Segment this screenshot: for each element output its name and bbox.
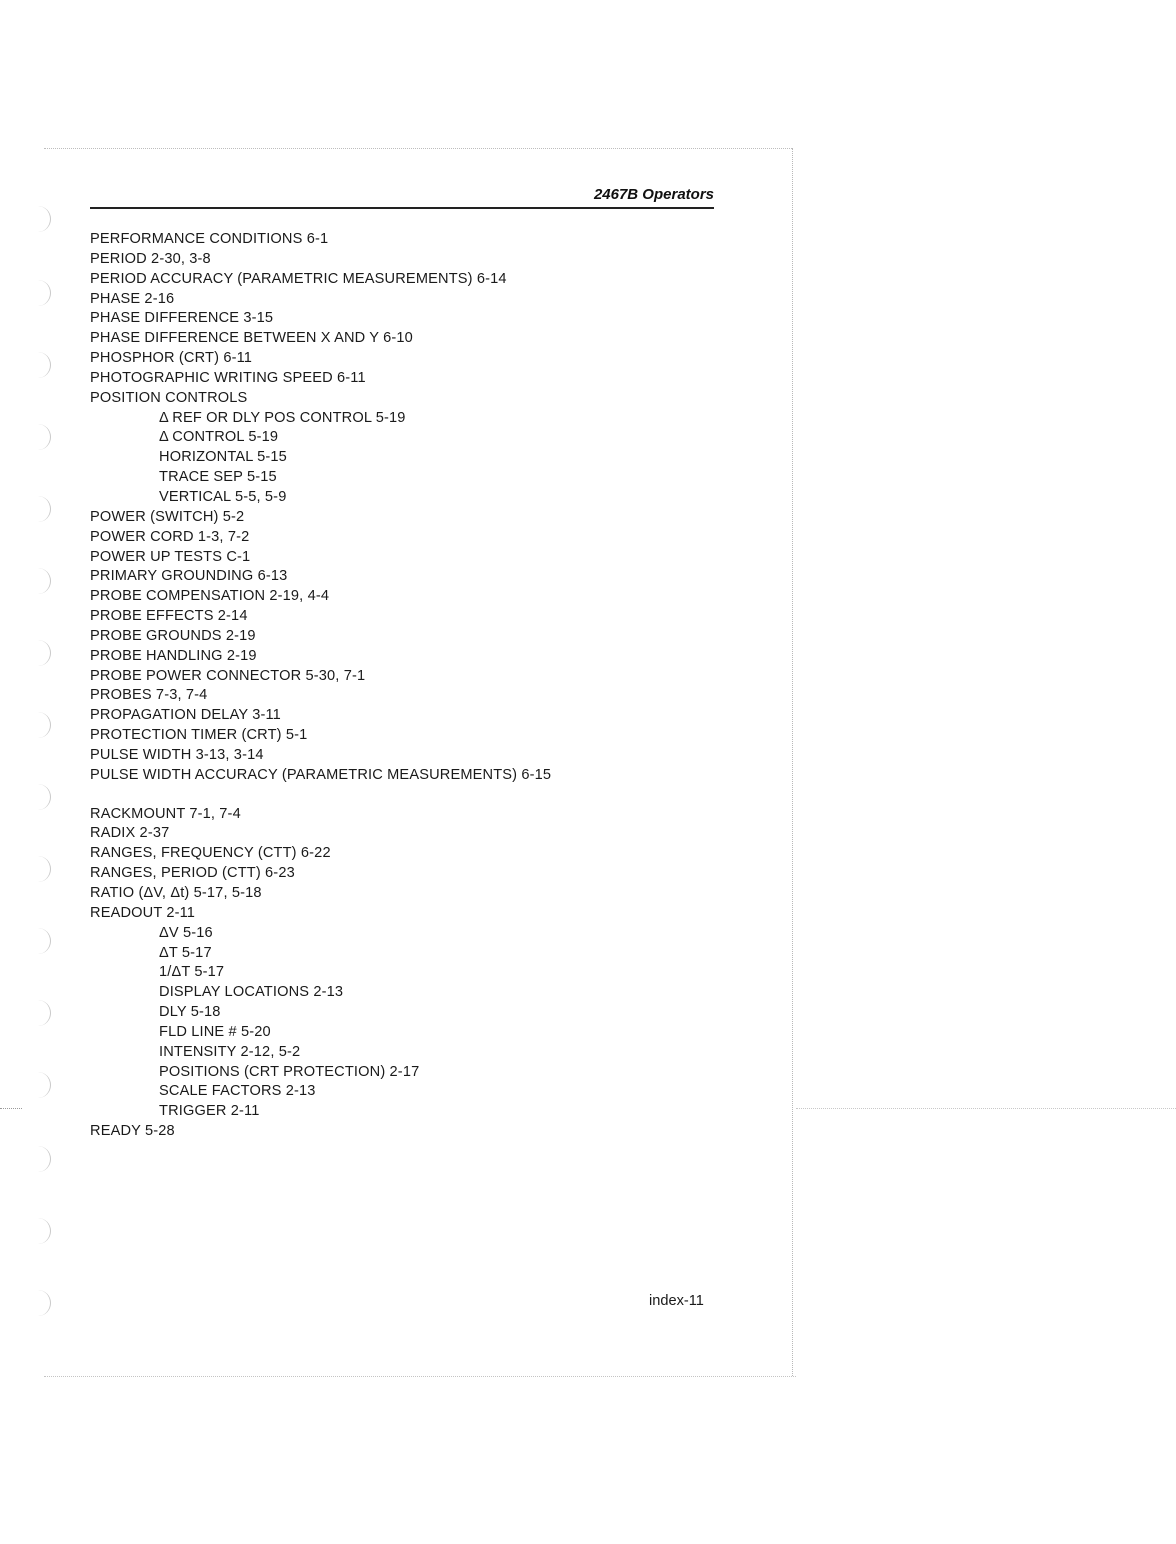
scan-line-left [0, 1108, 22, 1109]
index-entry: PERIOD ACCURACY (PARAMETRIC MEASUREMENTS) 6-14 [90, 270, 507, 287]
index-entry: RATIO (ΔV, Δt) 5-17, 5-18 [90, 885, 262, 901]
index-entry: RADIX 2-37 [90, 825, 170, 842]
binder-hole-mark [36, 640, 51, 666]
index-entry: PROBE EFFECTS 2-14 [90, 608, 248, 625]
running-title: 2467B Operators [593, 186, 714, 203]
index-entry: PROBE GROUNDS 2-19 [90, 627, 256, 644]
index-entry: PERFORMANCE CONDITIONS 6-1 [90, 231, 329, 247]
index-subentry: SCALE FACTORS 2-13 [159, 1083, 316, 1100]
index-entry: READOUT 2-11 [90, 904, 196, 921]
index-entry: PROBES 7-3, 7-4 [90, 687, 208, 704]
index-section-gap [90, 786, 780, 805]
binder-hole-mark [36, 496, 51, 522]
index-entry: PHOSPHOR (CRT) 6-11 [90, 350, 253, 367]
index-subentry: VERTICAL 5-5, 5-9 [159, 488, 287, 505]
index-subentry: INTENSITY 2-12, 5-2 [159, 1043, 301, 1060]
binder-hole-mark [36, 1072, 51, 1098]
header-rule [90, 207, 714, 209]
index-entry: PROTECTION TIMER (CRT) 5-1 [90, 727, 308, 744]
index-entry: PROBE HANDLING 2-19 [90, 647, 257, 664]
index-entry: POSITION CONTROLS [90, 389, 248, 406]
index-entry: READY 5-28 [90, 1123, 175, 1140]
page-edge-top [44, 148, 792, 149]
index-entry: RANGES, PERIOD (CTT) 6-23 [90, 865, 295, 882]
index-entry: PHASE 2-16 [90, 290, 175, 307]
binder-hole-mark [36, 424, 51, 450]
index-subentry: HORIZONTAL 5-15 [159, 449, 287, 466]
index-subentry: TRIGGER 2-11 [159, 1103, 260, 1120]
binder-hole-mark [36, 928, 51, 954]
binder-hole-mark [36, 1290, 51, 1316]
index-subentry: ΔV 5-16 [159, 924, 213, 941]
binder-hole-mark [36, 784, 51, 810]
page-edge-bottom [44, 1376, 796, 1377]
page-number: index-11 [649, 1293, 704, 1309]
index-subentry: Δ CONTROL 5-19 [159, 429, 279, 446]
index-entry: POWER UP TESTS C-1 [90, 548, 251, 565]
index-entry: PERIOD 2-30, 3-8 [90, 250, 211, 267]
index-subentry: FLD LINE # 5-20 [159, 1023, 271, 1040]
index-entry: PULSE WIDTH 3-13, 3-14 [90, 746, 264, 763]
binder-hole-mark [36, 352, 51, 378]
index-entry: PULSE WIDTH ACCURACY (PARAMETRIC MEASUREMENTS) 6-15 [90, 766, 552, 783]
binder-hole-mark [36, 280, 51, 306]
index-subentry: DLY 5-18 [159, 1004, 221, 1021]
index-entry: PHOTOGRAPHIC WRITING SPEED 6-11 [90, 369, 366, 386]
binder-hole-mark [36, 1146, 51, 1172]
index-entry: PROBE POWER CONNECTOR 5-30, 7-1 [90, 667, 366, 684]
index-entry: RANGES, FREQUENCY (CTT) 6-22 [90, 845, 331, 862]
page-edge-right [792, 148, 793, 1376]
index-entry: PROPAGATION DELAY 3-11 [90, 707, 281, 724]
index-subentry: Δ REF OR DLY POS CONTROL 5-19 [159, 409, 406, 426]
binder-hole-mark [36, 1218, 51, 1244]
index-subentry: 1/ΔT 5-17 [159, 964, 225, 981]
binder-hole-mark [36, 206, 51, 232]
index-subentry: POSITIONS (CRT PROTECTION) 2-17 [159, 1063, 420, 1080]
index-subentry: DISPLAY LOCATIONS 2-13 [159, 984, 344, 1001]
index-entry: PHASE DIFFERENCE 3-15 [90, 310, 274, 327]
index-entry: POWER (SWITCH) 5-2 [90, 508, 245, 525]
binder-hole-mark [36, 568, 51, 594]
index-subentry: ΔT 5-17 [159, 944, 212, 961]
index-entry: PHASE DIFFERENCE BETWEEN X AND Y 6-10 [90, 330, 413, 347]
index-subentry: TRACE SEP 5-15 [159, 469, 277, 486]
index-list [90, 230, 780, 1142]
binder-hole-mark [36, 712, 51, 738]
index-entry: PRIMARY GROUNDING 6-13 [90, 568, 288, 585]
scan-line-right [796, 1108, 1176, 1109]
index-entry: RACKMOUNT 7-1, 7-4 [90, 805, 241, 822]
index-entry: PROBE COMPENSATION 2-19, 4-4 [90, 588, 330, 605]
index-entry: POWER CORD 1-3, 7-2 [90, 528, 250, 545]
binder-hole-mark [36, 856, 51, 882]
binder-hole-mark [36, 1000, 51, 1026]
